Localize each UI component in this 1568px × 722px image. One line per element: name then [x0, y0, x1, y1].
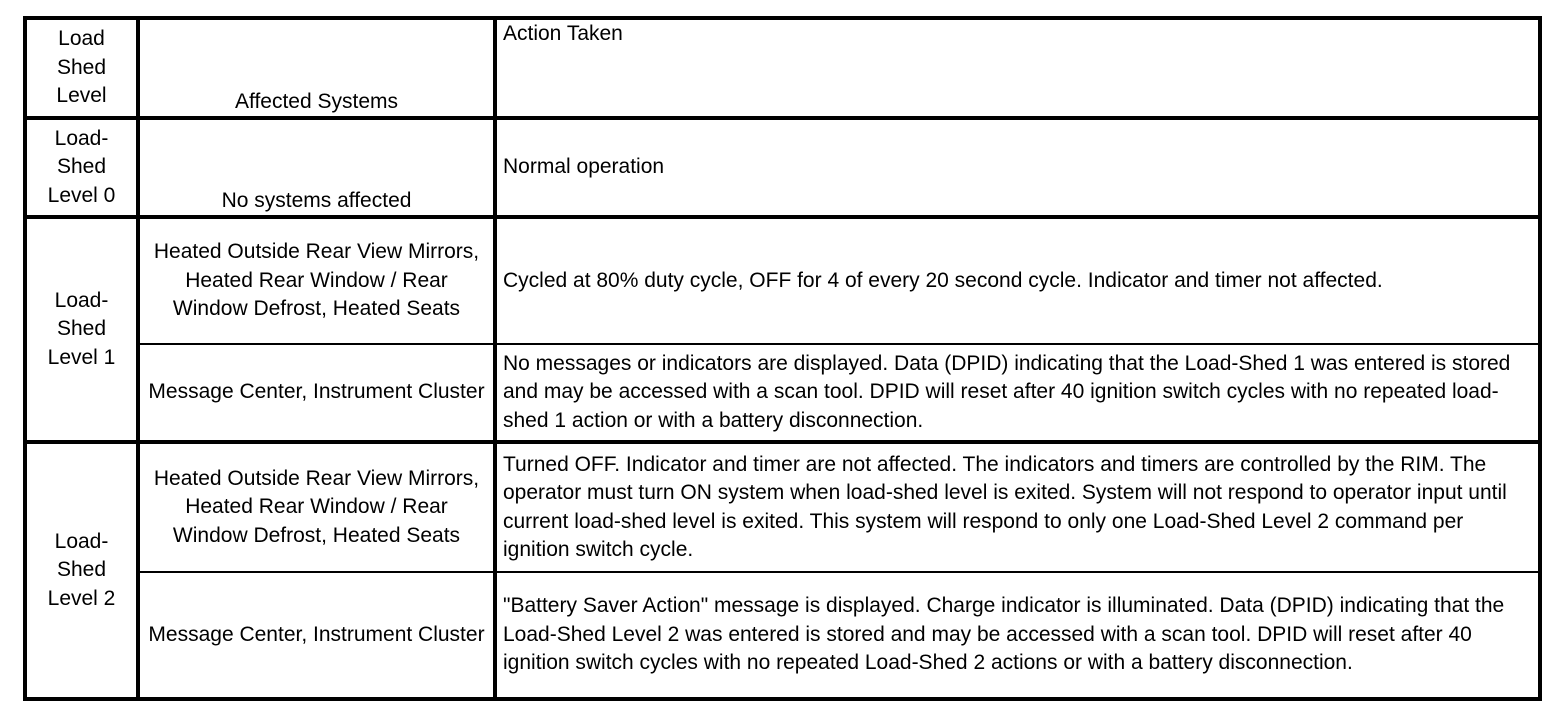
level-cell: Load-Shed Level 1	[25, 217, 138, 442]
action-cell: No messages or indicators are displayed. Data (DPID) indicating that the Load-Shed 1 was entered is stored and may be accessed with a scan tool. DPID will reset after 40 ignition switch cycles with no repeated load-shed 1 action or with a battery disconnection.	[495, 344, 1540, 442]
table-row	[25, 442, 1540, 572]
action-cell: Turned OFF. Indicator and timer are not affected. The indicators and timers are controlled by the RIM. The operator must turn ON system when load-shed level is exited. System will not respond to operator input until current load-shed level is exited. This system will respond to only one Load-Shed Level 2 command per ignition switch cycle.	[495, 442, 1540, 572]
table-row	[25, 572, 1540, 699]
action-cell: "Battery Saver Action" message is displayed. Charge indicator is illuminated. Data (DPID) indicating that the Load-Shed Level 2 was entered is stored and may be accessed with a scan tool. DPID will reset after 40 ignition switch cycles with no repeated Load-Shed 2 actions or with a battery disconnection.	[495, 572, 1540, 699]
action-cell: Normal operation	[495, 118, 1540, 217]
level-cell: Load-Shed Level 2	[25, 442, 138, 699]
header-systems: Affected Systems	[138, 18, 495, 118]
table-row	[25, 344, 1540, 442]
systems-cell: Message Center, Instrument Cluster	[138, 572, 495, 699]
header-level: Load Shed Level	[25, 18, 138, 118]
header-action: Action Taken	[495, 18, 1540, 118]
action-cell: Cycled at 80% duty cycle, OFF for 4 of every 20 second cycle. Indicator and timer not affected.	[495, 217, 1540, 344]
systems-cell: Heated Outside Rear View Mirrors, Heated Rear Window / Rear Window Defrost, Heated Seats	[138, 217, 495, 344]
table-row	[25, 118, 1540, 217]
load-shed-table	[23, 16, 1542, 701]
table-row	[25, 217, 1540, 344]
systems-cell: Message Center, Instrument Cluster	[138, 344, 495, 442]
level-cell: Load-Shed Level 0	[25, 118, 138, 217]
systems-cell: No systems affected	[138, 118, 495, 217]
header-row	[25, 18, 1540, 118]
systems-cell: Heated Outside Rear View Mirrors, Heated Rear Window / Rear Window Defrost, Heated Seats	[138, 442, 495, 572]
